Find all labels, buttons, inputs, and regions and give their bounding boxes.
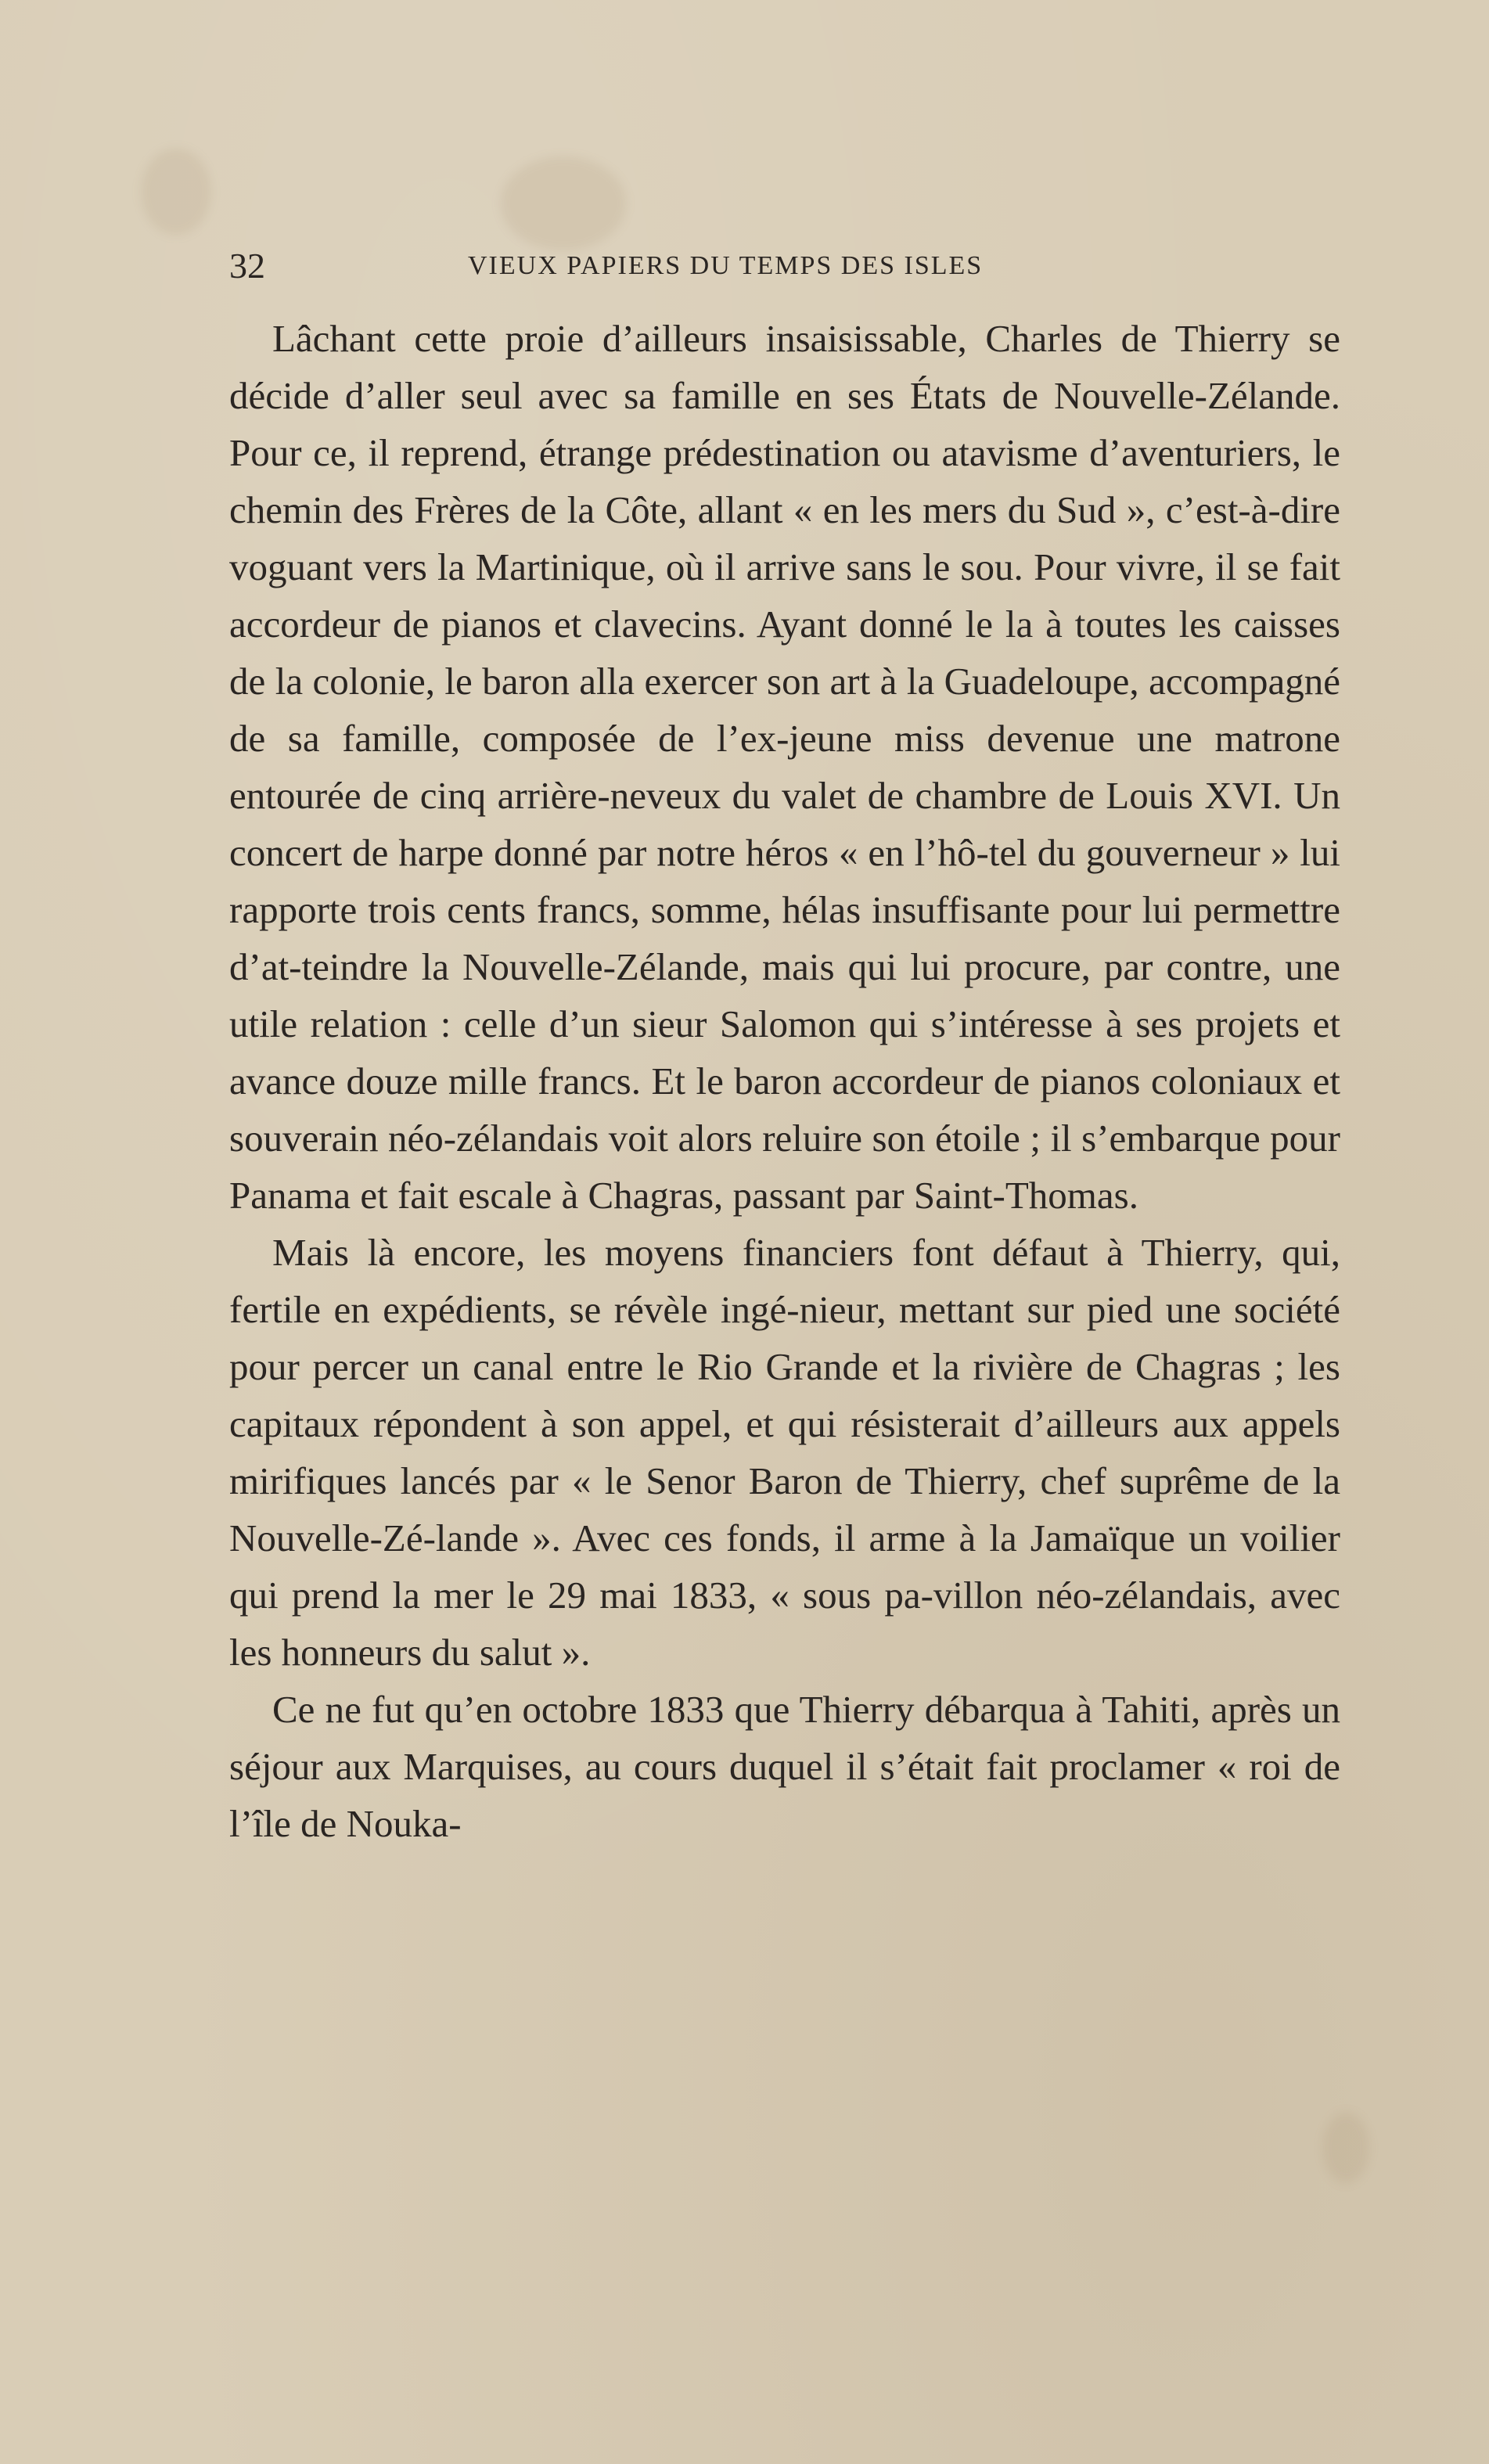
- page-number: 32: [229, 246, 265, 286]
- paper-stain: [1322, 2113, 1369, 2183]
- paragraph: Lâchant cette proie d’ailleurs insaisissable, Charles de Thierry se décide d’aller seul avec sa famille en ses États de Nouvelle-Zélande. Pour ce, il reprend, étrange prédestination ou atavisme d’aventuriers, le chemin des Frères de la Côte, allant « en les mers du Sud », c’est-à-dire voguant vers la Martinique, où il arrive sans le sou. Pour vivre, il se fait accordeur de pianos et clavecins. Ayant donné le la à toutes les caisses de la colonie, le baron alla exercer son art à la Guadeloupe, accompagné de sa famille, composée de l’ex-jeune miss devenue une matrone entourée de cinq arrière-neveux du valet de chambre de Louis XVI. Un concert de harpe donné par notre héros « en l’hô-tel du gouverneur » lui rapporte trois cents francs, somme, hélas insuffisante pour lui permettre d’at-teindre la Nouvelle-Zélande, mais qui lui procure, par contre, une utile relation : celle d’un sieur Salomon qui s’intéresse à ses projets et avance douze mille francs. Et le baron accordeur de pianos coloniaux et souverain néo-zélandais voit alors reluire son étoile ; il s’embarque pour Panama et fait escale à Chagras, passant par Saint-Thomas.: [229, 317, 1340, 1217]
- running-title: VIEUX PAPIERS DU TEMPS DES ISLES: [468, 251, 984, 280]
- body-text: [229, 310, 1340, 1852]
- paragraph: Ce ne fut qu’en octobre 1833 que Thierry débarqua à Tahiti, après un séjour aux Marquises, au cours duquel il s’était fait proclamer « roi de l’île de Nouka-: [229, 1688, 1340, 1845]
- page-header: [229, 243, 1340, 290]
- paragraph: Mais là encore, les moyens financiers font défaut à Thierry, qui, fertile en expédients, se révèle ingé-nieur, mettant sur pied une société pour percer un canal entre le Rio Grande et la rivière de Chagras ; les capitaux répondent à son appel, et qui résisterait d’ailleurs aux appels mirifiques lancés par « le Senor Baron de Thierry, chef suprême de la Nouvelle-Zé-lande ». Avec ces fonds, il arme à la Jamaïque un voilier qui prend la mer le 29 mai 1833, « sous pa-villon néo-zélandais, avec les honneurs du salut ».: [229, 1231, 1340, 1674]
- paper-stain: [141, 149, 211, 235]
- paper-stain: [501, 156, 626, 250]
